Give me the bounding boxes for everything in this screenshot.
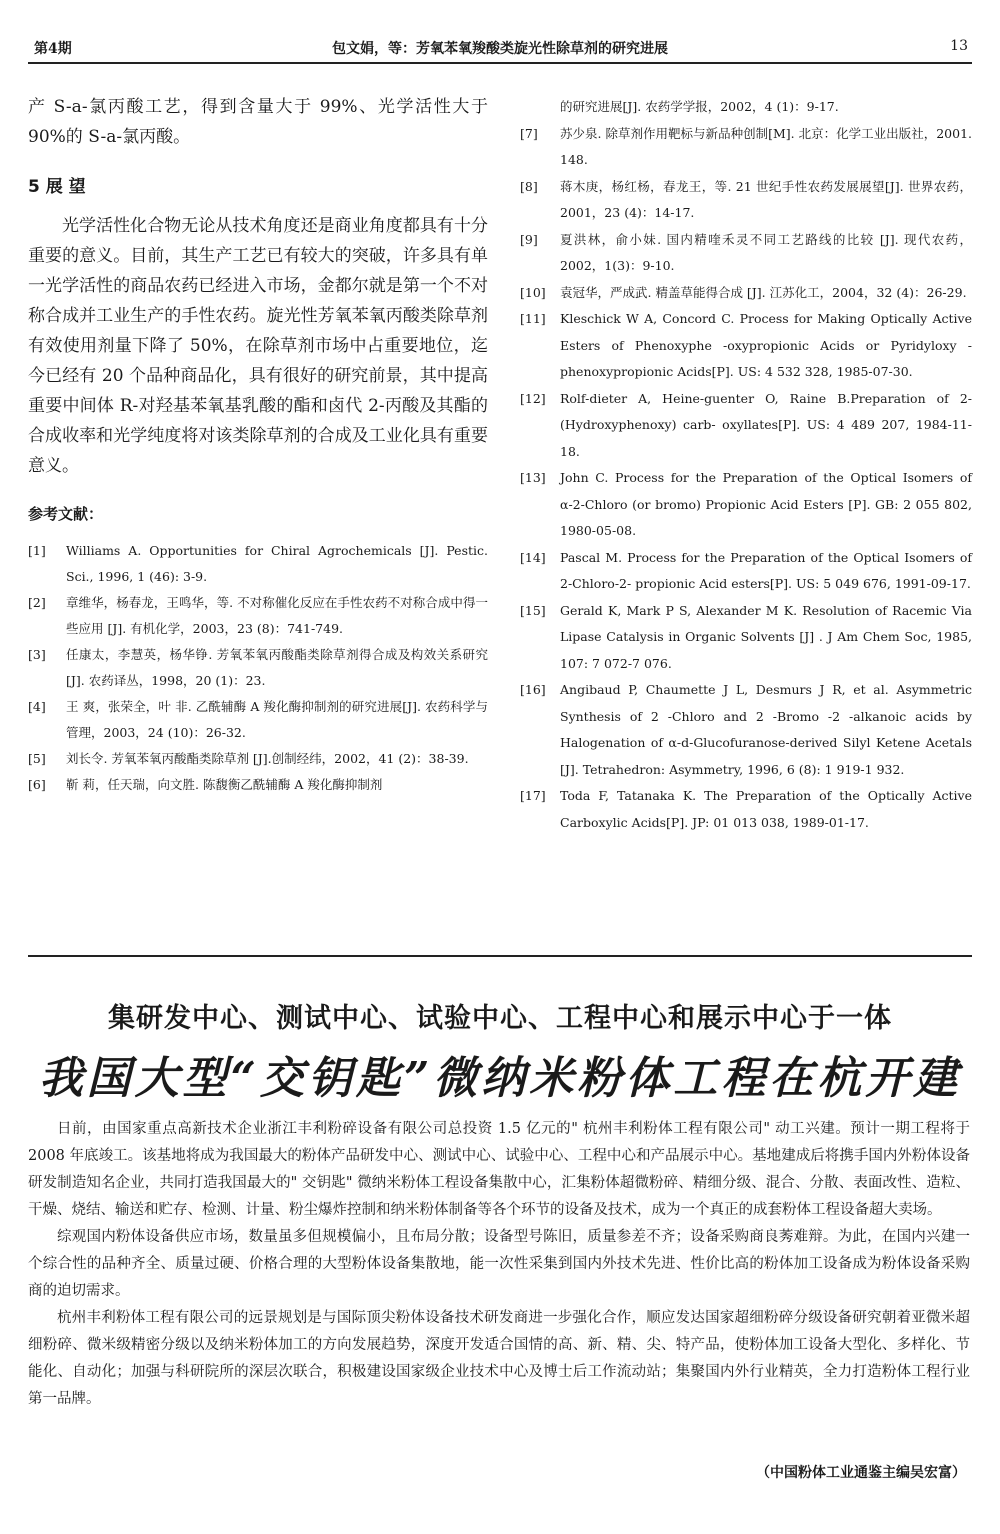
reference-item: [10] 袁冠华，严成武. 精盖草能得合成 [J]. 江苏化工，2004，32 (4)：26-29.	[520, 284, 967, 300]
reference-item: [15] Gerald K, Mark P S, Alexander M K. Resolution of Racemic Via Lipase Catalysis in Organic Solvents [J] . J Am Chem Soc, 1985, 107: 7 072-7 076.	[520, 602, 972, 671]
header-divider	[28, 62, 972, 64]
news-paragraph: 杭州丰利粉体工程有限公司的远景规划是与国际顶尖粉体设备技术研发商进一步强化合作，顺应发达国家超细粉碎分级设备研究朝着亚微米超细粉碎、微米级精密分级以及纳米粉体加工的方向发展趋势，深度开发适合国情的高、新、精、尖、特产品，使粉体加工设备大型化、多样化、节能化、自动化；加强与科研院所的深层次联合，积极建设国家级企业技术中心及博士后工作流动站；集聚国内外行业精英，全力打造粉体工程行业第一品牌。	[28, 1310, 970, 1407]
reference-item: [7] 苏少泉. 除草剂作用靶标与新品种创制[M]. 北京：化学工业出版社，2001. 148.	[520, 125, 972, 167]
news-credit: （中国粉体工业通鉴主编吴宏富）	[756, 1465, 966, 1481]
reference-item: [12] Rolf-dieter A, Heine-guenter O, Raine B.Preparation of 2-(Hydroxyphenoxy) carb- oxyllates[P]. US: 4 489 207, 1984-11-18.	[520, 390, 972, 459]
reference-item: [14] Pascal M. Process for the Preparation of the Optical Isomers of 2-Chloro-2- propionic Acid esters[P]. US: 5 049 676, 1991-09-17.	[520, 549, 972, 591]
references-title: 参考文献：	[28, 505, 104, 523]
reference-item: [4] 王 爽，张荣全，叶 非. 乙酰辅酶 A 羧化酶抑制剂的研究进展[J]. 农药科学与管理，2003，24 (10)：26-32.	[28, 699, 488, 740]
news-title: 我国大型“交钥匙”微纳米粉体工程在杭开建	[38, 1053, 962, 1104]
reference-item: [3] 任康太，李慧英，杨华铮. 芳氧苯氧丙酸酯类除草剂得合成及构效关系研究[J]. 农药译丛，1998，20 (1)：23.	[28, 647, 488, 688]
section-divider	[28, 955, 972, 957]
right-column	[520, 94, 972, 836]
section-paragraph: 光学活性化合物无论从技术角度还是商业角度都具有十分重要的意义。目前，其生产工艺已有较大的突破，许多具有单一光学活性的商品农药已经进入市场，金都尔就是第一个不对称合成并工业生产的手性农药。旋光性芳氧苯氧丙酸类除草剂有效使用剂量下降了 50%，在除草剂市场中占重要地位，迄今已经有 20 个品种商品化，具有很好的研究前景，其中提高重要中间体 R-对羟基苯氧基乳酸的酯和卤代 2-丙酸及其酯的合成收率和光学纯度将对该类除草剂的合成及工业化具有重要意义。	[28, 216, 488, 476]
reference-item: [5] 刘长令. 芳氧苯氧丙酸酯类除草剂 [J].创制经纬，2002，41 (2)：38-39.	[28, 751, 469, 766]
page-header	[28, 34, 972, 58]
reference-item: [6] 靳 莉，任天瑞，向文胜. 陈馥衡乙酰辅酶 A 羧化酶抑制剂	[28, 777, 383, 792]
reference-list-right	[520, 121, 972, 837]
reference-continuation: 的研究进展[J]. 农药学学报，2002，4 (1)：9-17.	[560, 99, 839, 114]
reference-item: [1] Williams A. Opportunities for Chiral Agrochemicals [J]. Pestic. Sci., 1996, 1 (46): 3-9.	[28, 543, 488, 584]
reference-item: [8] 蒋木庚，杨红杨，春龙王，等. 21 世纪手性农药发展展望[J]. 世界农药，2001，23 (4)：14-17.	[520, 178, 972, 220]
reference-item: [16] Angibaud P, Chaumette J L, Desmurs J R, et al. Asymmetric Synthesis of 2 -Chloro and 2 -Bromo -2 -alkanoic acids by Halogenation of α-d-Glucofuranose-derived Silyl Ketene Acetals [J]. Tetrahedron: Asymmetry, 1996, 6 (8): 1 919-1 932.	[520, 682, 972, 777]
page-number: 13	[950, 38, 968, 54]
reference-item: [9] 夏洪林，俞小妹. 国内精喹禾灵不同工艺路线的比较 [J]. 现代农药，2002，1(3)：9-10.	[520, 231, 972, 273]
news-paragraph: 综观国内粉体设备供应市场，数量虽多但规模偏小，且布局分散；设备型号陈旧，质量参差不齐；设备采购商良莠难辩。为此，在国内兴建一个综合性的品种齐全、质量过硬、价格合理的大型粉体设备集散地，能一次性采集到国内外技术先进、性价比高的粉体加工设备成为粉体设备采购商的迫切需求。	[28, 1229, 970, 1299]
news-paragraph: 日前，由国家重点高新技术企业浙江丰利粉碎设备有限公司总投资 1.5 亿元的" 杭州丰利粉体工程有限公司" 动工兴建。预计一期工程将于 2008 年底竣工。该基地将成为我国最大的粉体产品研发中心、测试中心、试验中心、工程中心和产品展示中心。基地建成后将携手国内外粉体设备研发制造知名企业，共同打造我国最大的" 交钥匙" 微纳米粉体工程设备集散中心，汇集粉体超微粉碎、精细分级、混合、分散、表面改性、造粒、干燥、烧结、输送和贮存、检测、计量、粉尘爆炸控制和纳米粉体制备等各个环节的设备及技术，成为一个真正的成套粉体工程设备超大卖场。	[28, 1121, 970, 1218]
reference-item: [2] 章维华，杨春龙，王鸣华，等. 不对称催化反应在手性农药不对称合成中得一些应用 [J]. 有机化学，2003，23 (8)：741-749.	[28, 595, 488, 636]
news-body	[28, 1116, 970, 1413]
intro-paragraph: 产 S-a-氯丙酸工艺，得到含量大于 99%、光学活性大于 90%的 S-a-氯丙酸。	[28, 97, 488, 147]
reference-list-left	[28, 538, 488, 798]
news-subtitle: 集研发中心、测试中心、试验中心、工程中心和展示中心于一体	[108, 1003, 892, 1034]
issue-number: 第4期	[34, 41, 72, 57]
reference-item: [11] Kleschick W A, Concord C. Process for Making Optically Active Esters of Phenoxyphe -oxypropionic Acids or Pyridyloxy -phenoxypropionic Acids[P]. US: 4 532 328, 1985-07-30.	[520, 311, 972, 379]
reference-item: [13] John C. Process for the Preparation of the Optical Isomers of α-2-Chloro (or bromo) Propionic Acid Esters [P]. GB: 2 055 802, 1980-05-08.	[520, 470, 972, 538]
reference-item: [17] Toda F, Tatanaka K. The Preparation of the Optically Active Carboxylic Acids[P]. JP: 01 013 038, 1989-01-17.	[520, 788, 972, 830]
running-title: 包文娟，等：芳氧苯氧羧酸类旋光性除草剂的研究进展	[332, 41, 668, 57]
section-title: 5 展 望	[28, 177, 86, 197]
left-column	[28, 92, 488, 798]
